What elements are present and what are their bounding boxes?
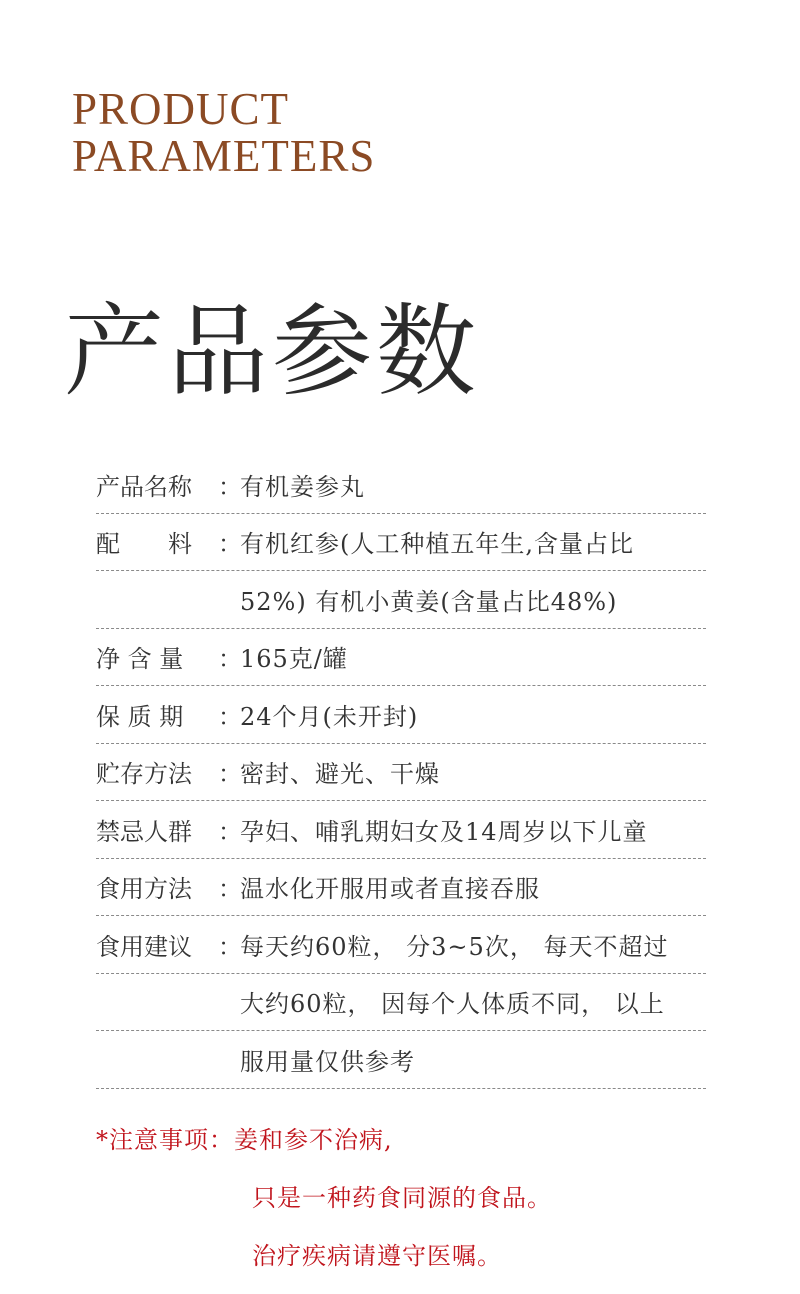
param-row-dosage-cont-2 <box>96 1031 706 1089</box>
param-row-storage <box>96 744 706 802</box>
param-row-dosage-cont-1 <box>96 974 706 1032</box>
param-colon: ： <box>218 817 242 846</box>
param-value: 24个月(未开封) <box>240 702 419 731</box>
caution-line-2: 只是一种药食同源的食品。 <box>252 1184 552 1212</box>
param-label: 保 质 期 <box>96 702 184 731</box>
param-row-shelf-life <box>96 686 706 744</box>
param-row-net-weight <box>96 629 706 687</box>
param-colon: ： <box>218 932 242 961</box>
param-value: 密封、避光、干燥 <box>240 760 440 789</box>
param-label: 食用方法 <box>96 875 192 904</box>
parameter-table <box>96 456 706 1089</box>
param-value: 孕妇、哺乳期妇女及14周岁以下儿童 <box>240 817 648 846</box>
param-value: 温水化开服用或者直接吞服 <box>240 875 540 904</box>
param-value: 服用量仅供参考 <box>240 1047 415 1076</box>
english-title <box>72 86 375 180</box>
param-value: 165克/罐 <box>240 645 348 674</box>
param-row-contraindications <box>96 801 706 859</box>
param-label: 净 含 量 <box>96 645 184 674</box>
param-colon: ： <box>218 702 242 731</box>
param-value: 大约60粒， 因每个人体质不同， 以上 <box>240 990 665 1019</box>
english-title-line-1: PRODUCT <box>72 84 290 134</box>
param-value: 52%) 有机小黄姜(含量占比48%) <box>240 587 618 616</box>
param-colon: ： <box>218 875 242 904</box>
param-row-dosage <box>96 916 706 974</box>
caution-text-1: 姜和参不治病, <box>234 1126 393 1154</box>
caution-label: *注意事项： <box>96 1126 234 1154</box>
param-label: 配 料 <box>96 530 192 559</box>
param-row-product-name <box>96 456 706 514</box>
param-label: 食用建议 <box>96 932 192 961</box>
param-label: 贮存方法 <box>96 760 192 789</box>
caution-note <box>96 1116 552 1290</box>
chinese-title: 产品参数 <box>64 293 480 410</box>
caution-line-3: 治疗疾病请遵守医嘱。 <box>252 1242 502 1270</box>
param-value: 每天约60粒， 分3~5次， 每天不超过 <box>240 932 669 961</box>
param-colon: ： <box>218 760 242 789</box>
param-row-ingredients <box>96 514 706 572</box>
param-colon: ： <box>218 472 242 501</box>
param-colon: ： <box>218 645 242 674</box>
param-colon: ： <box>218 530 242 559</box>
param-value: 有机红参(人工种植五年生,含量占比 <box>240 530 634 559</box>
caution-line-1 <box>96 1116 552 1174</box>
param-label: 禁忌人群 <box>96 817 192 846</box>
english-title-line-2: PARAMETERS <box>72 131 376 181</box>
param-label: 产品名称 <box>96 472 192 501</box>
param-row-usage <box>96 859 706 917</box>
param-value: 有机姜参丸 <box>240 472 365 501</box>
param-row-ingredients-cont <box>96 571 706 629</box>
